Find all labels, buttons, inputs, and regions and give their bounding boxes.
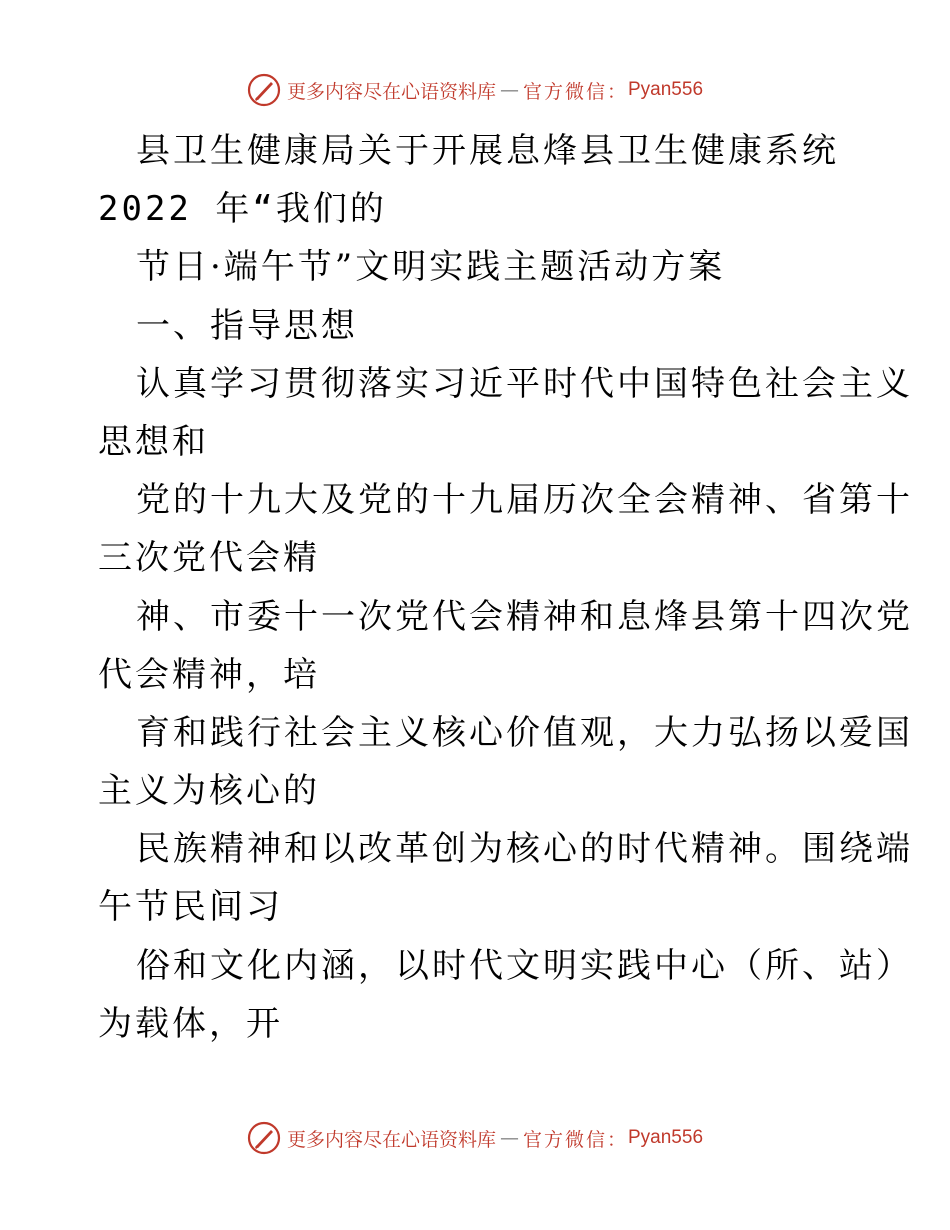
paragraph-line: 民族精神和以改革创为核心的时代精神。围绕端 xyxy=(136,829,913,870)
header-banner xyxy=(0,70,950,110)
section-heading: 一、指导思想 xyxy=(136,305,358,346)
paragraph-line: 神、市委十一次党代会精神和息烽县第十四次党 xyxy=(136,596,913,637)
banner-separator: — xyxy=(499,1127,519,1149)
quill-logo-icon xyxy=(247,73,281,107)
paragraph-line: 俗和文化内涵，以时代文明实践中心（所、站） xyxy=(136,945,913,986)
title-line-1: 县卫生健康局关于开展息烽县卫生健康系统 xyxy=(136,131,839,171)
quill-logo-icon xyxy=(247,1121,281,1155)
paragraph-line: 主义为核心的 xyxy=(98,771,320,812)
banner-text: 更多内容尽在心语资料库 xyxy=(286,1128,496,1151)
banner-wechat-label: 官方微信： xyxy=(522,1128,628,1151)
document-body xyxy=(98,122,913,1053)
banner-separator: — xyxy=(499,79,519,101)
paragraph-line: 党的十九大及党的十九届历次全会精神、省第十 xyxy=(136,480,913,521)
paragraph-line: 三次党代会精 xyxy=(98,538,320,579)
title-line-3: 节日·端午节”文明实践主题活动方案 xyxy=(136,247,726,288)
paragraph-line: 代会精神，培 xyxy=(98,654,320,695)
paragraph-line: 为载体，开 xyxy=(98,1003,283,1044)
banner-wechat-id: Pyan556 xyxy=(628,1127,704,1148)
paragraph-line: 思想和 xyxy=(98,421,209,462)
paragraph-line: 认真学习贯彻落实习近平时代中国特色社会主义 xyxy=(136,363,913,404)
banner-wechat-label: 官方微信： xyxy=(522,80,628,103)
paragraph-line: 午节民间习 xyxy=(98,887,283,928)
title-line-2: 2022 年“我们的 xyxy=(98,189,387,230)
footer-banner xyxy=(0,1118,950,1158)
paragraph-line: 育和践行社会主义核心价值观，大力弘扬以爱国 xyxy=(136,712,913,753)
banner-text: 更多内容尽在心语资料库 xyxy=(286,80,496,103)
banner-wechat-id: Pyan556 xyxy=(628,79,704,100)
